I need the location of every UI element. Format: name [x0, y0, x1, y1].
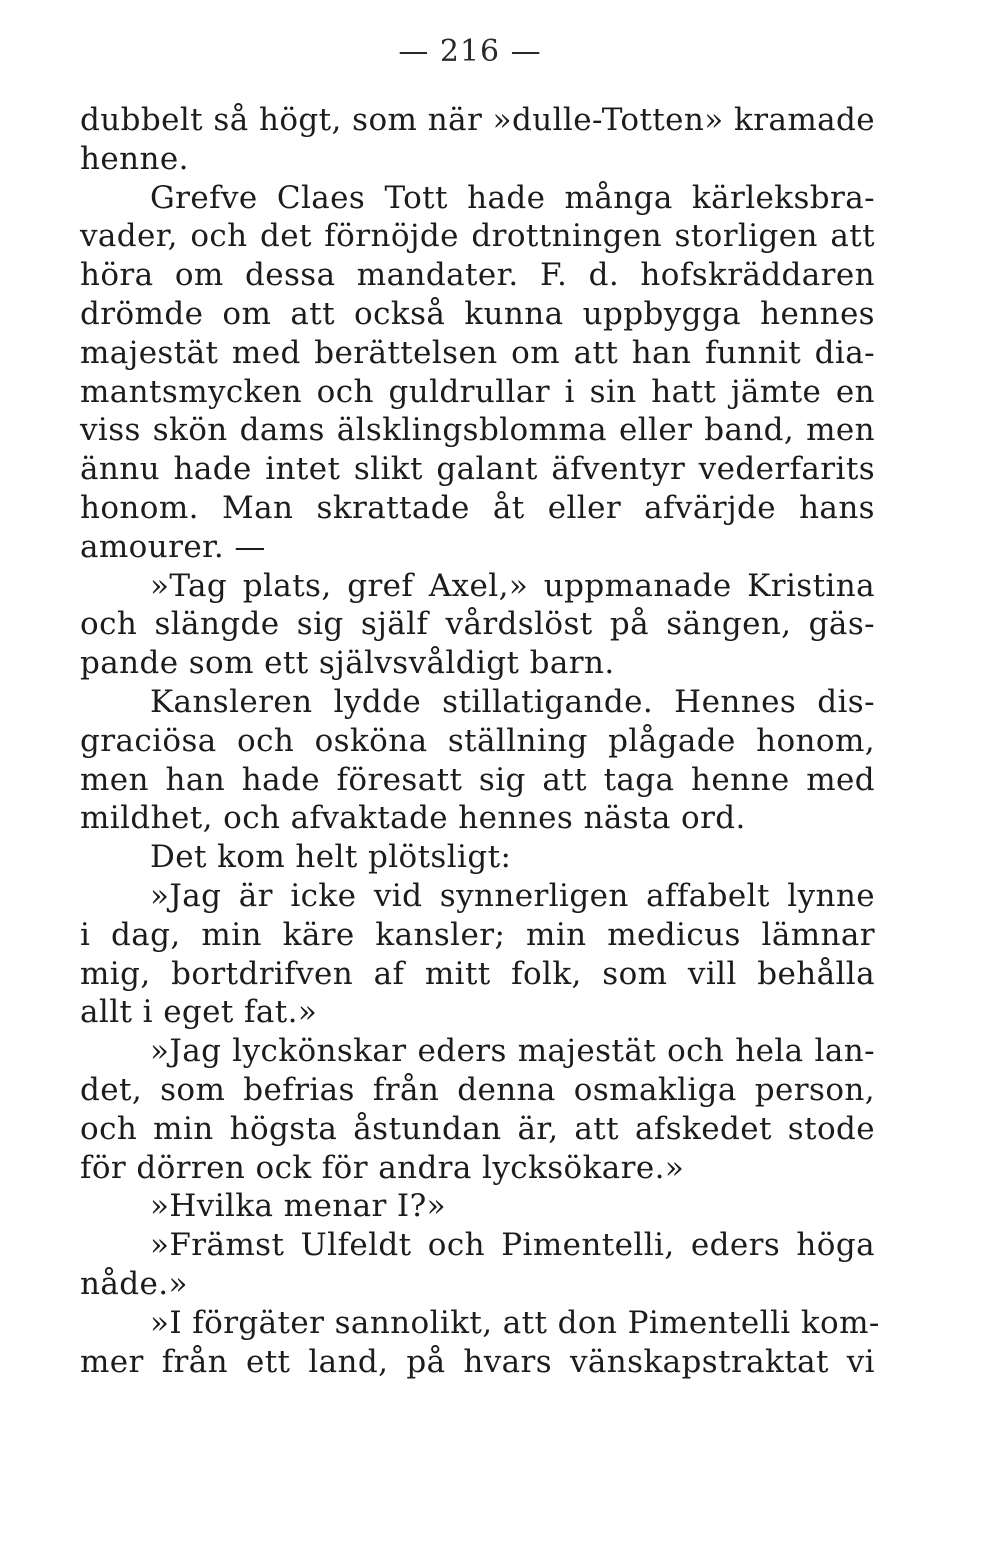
text-line: och min högsta åstundan är, att afskedet stode [80, 1110, 875, 1147]
text-line: Kansleren lydde stillatigande. Hennes dis- [150, 683, 875, 720]
text-line: ännu hade intet slikt galant äfventyr vederfarits [80, 451, 875, 488]
text-line: för dörren ock för andra lycksökare.» [80, 1149, 685, 1186]
text-line: amourer. — [80, 528, 266, 565]
text-line: »I förgäter sannolikt, att don Pimentelli kom- [150, 1304, 880, 1341]
text-line: höra om dessa mandater. F. d. hofskräddaren [80, 257, 875, 294]
text-line: dubbelt så högt, som när »dulle-Totten» kramade [80, 102, 875, 138]
text-line: nåde.» [80, 1265, 188, 1302]
text-line: honom. Man skrattade åt eller afvärjde hans [80, 489, 875, 526]
text-line: pande som ett självsvåldigt barn. [80, 645, 615, 682]
text-line: Grefve Claes Tott hade många kärleksbra- [150, 179, 875, 216]
text-line: »Hvilka menar I?» [150, 1188, 446, 1225]
text-line: »Tag plats, gref Axel,» uppmanade Kristina [150, 567, 875, 604]
text-line: mer från ett land, på hvars vänskapstraktat vi [80, 1343, 875, 1380]
text-line: henne. [80, 140, 189, 177]
text-line: graciösa och osköna ställning plågade honom, [80, 722, 875, 759]
text-line: mig, bortdrifven af mitt folk, som vill behålla [80, 955, 875, 992]
text-line: »Jag är icke vid synnerligen affabelt lynne [150, 877, 875, 914]
text-line: mildhet, och afvaktade hennes nästa ord. [80, 800, 746, 837]
text-line: vader, och det förnöjde drottningen storligen att [80, 218, 875, 255]
text-line: och slängde sig själf vårdslöst på sängen, gäs- [80, 606, 875, 643]
text-line: »Jag lyckönskar eders majestät och hela lan- [150, 1033, 875, 1070]
text-line: viss skön dams älsklingsblomma eller band, men [80, 412, 875, 449]
body-text [80, 101, 880, 1381]
text-line: drömde om att också kunna uppbygga hennes [80, 295, 875, 332]
page-number: — 216 — [398, 34, 542, 69]
text-line: majestät med berättelsen om att han funnit dia- [80, 334, 875, 371]
text-line: »Främst Ulfeldt och Pimentelli, eders höga [150, 1227, 875, 1264]
text-line: i dag, min käre kansler; min medicus lämnar [80, 916, 875, 953]
text-line: allt i eget fat.» [80, 994, 318, 1031]
text-line: Det kom helt plötsligt: [150, 839, 512, 876]
text-line: det, som befrias från denna osmakliga person, [80, 1071, 875, 1108]
text-line: men han hade föresatt sig att taga henne med [80, 761, 875, 798]
text-line: mantsmycken och guldrullar i sin hatt jämte en [80, 373, 875, 410]
